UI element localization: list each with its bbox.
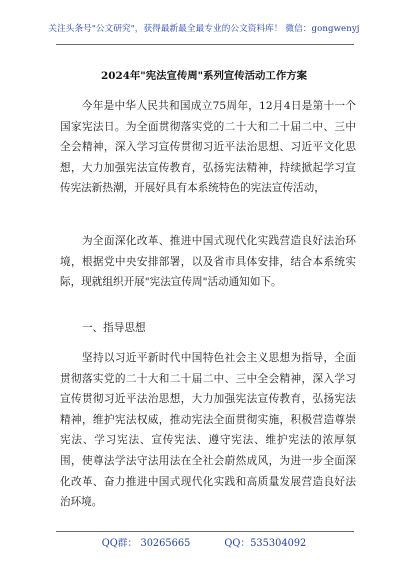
purpose-paragraph: 为全面深化改革、推进中国式现代化实践营造良好法治环境，根据党中央安排部署，以及省市具体安排，结合本系统实际，现就组织开展"宪法宣传周"活动通知如下。 bbox=[60, 235, 356, 289]
footer-qq-contact: QQ：535304092 bbox=[224, 538, 307, 549]
intro-paragraph: 今年是中华人民共和国成立75周年，12月4日是第十一个国家宪法日。为全面贯彻落实党的二十大和二十届二中、三中全会精神，深入学习宣传贯彻习近平法治思想、习近平文化思想，大力加强宪法宣传教育，弘扬宪法精神，持续掀起学习宣传宪法新热潮，开展好具有本系统特色的宪法宣传活动， bbox=[60, 100, 356, 195]
section-heading: 一、指导思想 bbox=[82, 322, 146, 334]
document-title: 2024年"宪法宣传周"系列宣传活动工作方案 bbox=[101, 70, 307, 82]
footer bbox=[0, 535, 408, 549]
footer-divider bbox=[56, 531, 354, 532]
footer-qq-group: QQ群： 30265665 bbox=[101, 538, 191, 549]
section-body: 坚持以习近平新时代中国特色社会主义思想为指导，全面贯彻落实党的二十大和二十届二中、三中全会精神，深入学习宣传贯彻习近平法治思想，大力加强宪法宣传教育，弘扬宪法精神，维护宪法权威，推动宪法全面贯彻实施，积极营造尊崇宪法、学习宪法、宣传宪法、遵守宪法、维护宪法的浓厚氛围，使尊法学法守法用法在全社会蔚然成风，为进一步全面深化改革、奋力推进中国式现代化实践和高质量发展营造良好法治环境。 bbox=[60, 352, 356, 509]
header-banner: 关注头条号"公文研究"，获得最新最全最专业的公文资料库！ 微信：gongwenyj bbox=[48, 24, 360, 34]
header-divider bbox=[56, 44, 354, 45]
